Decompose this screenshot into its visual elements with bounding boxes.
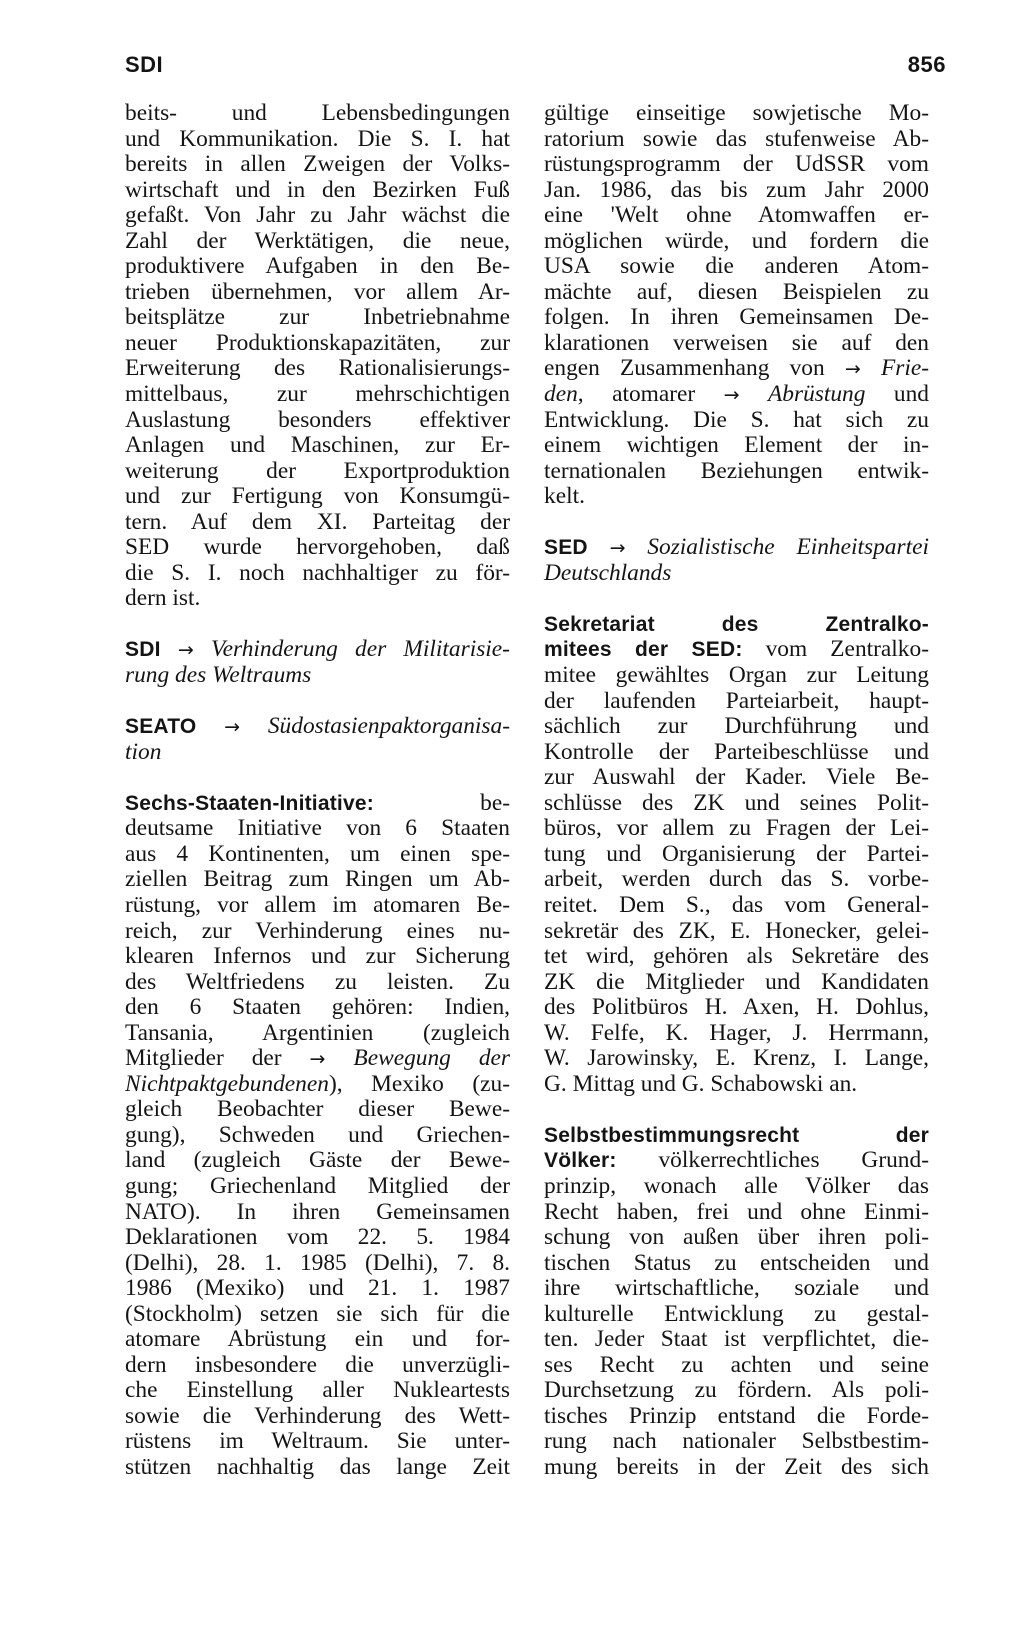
text-fragment: , atomarer (577, 381, 696, 408)
text-line: folgen. In ihren Gemeinsamen De- (544, 304, 929, 331)
text-line (125, 1046, 510, 1072)
text-line: ratorium sowie das stufenweise Ab- (544, 125, 929, 152)
left-column (125, 101, 510, 1481)
cross-reference: Südostasienpaktorganisa- (267, 713, 510, 740)
headword: mitees der SED: (544, 638, 743, 662)
text-line: 1986 (Mexiko) und 21. 1. 1987 (125, 1275, 510, 1302)
text-line: bereits in allen Zweigen der Volks- (125, 151, 510, 178)
text-fragment: und (893, 381, 929, 408)
entry-seato (125, 714, 510, 765)
cross-reference: Frie- (880, 355, 929, 382)
text-line: ten. Jeder Staat ist verpflichtet, die- (544, 1326, 929, 1353)
text-line: beits- und Lebensbedingungen (125, 100, 510, 126)
text-line: tern. Auf dem XI. Parteitag der (125, 508, 510, 535)
text-line: reitet. Dem S., das vom General- (544, 891, 929, 918)
cross-reference: den (544, 381, 578, 408)
text-line (125, 791, 510, 817)
text-line: des Weltfriedens zu leisten. Zu (125, 968, 510, 995)
text-line: W. Felfe, K. Hager, J. Herrmann, (544, 1019, 929, 1046)
cross-reference-arrow: → (723, 384, 740, 407)
entry-sekretariat (544, 612, 929, 1097)
entry-sechs-staaten-initiative (125, 791, 510, 1481)
text-line: Auslastung besonders effektiver (125, 406, 510, 433)
text-line: dern ist. (125, 585, 201, 612)
text-line: deutsame Initiative von 6 Staaten (125, 815, 510, 842)
text-line (125, 1072, 510, 1098)
text-line: mittelbaus, zur mehrschichtigen (125, 381, 510, 408)
cross-reference: Sozialistische Einheitspartei (647, 534, 929, 561)
text-line (544, 535, 929, 561)
text-line: tet wird, gehören als Sekretäre des (544, 943, 929, 970)
text-fragment: vom Zentralko- (765, 636, 929, 663)
text-line: Recht haben, frei und ohne Einmi- (544, 1198, 929, 1225)
text-line: produktivere Aufgaben in den Be- (125, 253, 510, 280)
text-fragment: engen Zusammenhang von (544, 355, 825, 382)
text-line: Tansania, Argentinien (zugleich (125, 1019, 510, 1046)
text-line: gültige einseitige sowjetische Mo- (544, 100, 929, 126)
text-line: land (zugleich Gäste der Bewe- (125, 1147, 510, 1174)
text-line (125, 714, 510, 740)
text-line (544, 382, 929, 408)
text-fragment: ), Mexiko (zu- (328, 1070, 510, 1097)
text-line (544, 1148, 929, 1174)
text-line: Erweiterung des Rationalisierungs- (125, 355, 510, 382)
text-line: rüstung, vor allem im atomaren Be- (125, 891, 510, 918)
text-line: ternationalen Beziehungen entwik- (544, 457, 929, 484)
cross-reference: Verhinderung der Militarisie- (210, 636, 510, 663)
text-line: schung von außen über ihren poli- (544, 1224, 929, 1251)
running-head-keyword: SDI (125, 52, 164, 77)
text-line (544, 637, 929, 663)
text-line: kulturelle Entwicklung zu gestal- (544, 1300, 929, 1327)
text-line: ziellen Beitrag zum Ringen um Ab- (125, 866, 510, 893)
text-line: Entwicklung. Die S. hat sich zu (544, 406, 929, 433)
entry-selbstbestimmungsrecht (544, 1123, 929, 1481)
text-line: reich, zur Verhinderung eines nu- (125, 917, 510, 944)
text-line: Anlagen und Maschinen, zur Er- (125, 432, 510, 459)
text-line: tischen Status zu entscheiden und (544, 1249, 929, 1276)
text-line: gleich Beobachter dieser Bewe- (125, 1096, 510, 1123)
entry-continuation (544, 101, 929, 510)
headword: Selbstbestimmungsrecht der (544, 1123, 929, 1147)
text-line: die S. I. noch nachhaltiger zu för- (125, 559, 510, 586)
headword: SDI (125, 638, 161, 662)
text-line: stützen nachhaltig das lange Zeit (125, 1453, 510, 1480)
text-line: W. Jarowinsky, E. Krenz, I. Lange, (544, 1045, 929, 1072)
text-line: ZK die Mitglieder und Kandidaten (544, 968, 929, 995)
headword: SED (544, 536, 588, 560)
text-fragment: völkerrechtliches Grund- (658, 1147, 929, 1174)
text-line: und Kommunikation. Die S. I. hat (125, 125, 510, 152)
text-line: tisches Prinzip entstand die Forde- (544, 1402, 929, 1429)
text-line: USA sowie die anderen Atom- (544, 253, 929, 280)
right-column (544, 101, 929, 1481)
entry-sdi (125, 637, 510, 688)
text-line: möglichen würde, und fordern die (544, 227, 929, 254)
text-line: sekretär des ZK, E. Honecker, gelei- (544, 917, 929, 944)
text-line: büros, vor allem zu Fragen der Lei- (544, 815, 929, 842)
entry-continuation (125, 101, 510, 612)
text-line: trieben übernehmen, vor allem Ar- (125, 278, 510, 305)
text-line: klearen Infernos und zur Sicherung (125, 943, 510, 970)
cross-reference: Deutschlands (544, 559, 672, 586)
text-line: gefaßt. Von Jahr zu Jahr wächst die (125, 202, 510, 229)
text-line: und zur Fertigung von Konsumgü- (125, 483, 510, 510)
text-line: (Delhi), 28. 1. 1985 (Delhi), 7. 8. (125, 1249, 510, 1276)
cross-reference-arrow: → (844, 358, 861, 381)
text-line: sächlich zur Durchführung und (544, 713, 929, 740)
text-line: sowie die Verhinderung des Wett- (125, 1402, 510, 1429)
text-line: den 6 Staaten gehören: Indien, (125, 994, 510, 1021)
text-line: atomare Abrüstung ein und for- (125, 1326, 510, 1353)
text-fragment: Mitglieder der (125, 1045, 282, 1072)
text-line: NATO). In ihren Gemeinsamen (125, 1198, 510, 1225)
headword: Völker: (544, 1149, 617, 1173)
cross-reference: Bewegung der (353, 1045, 510, 1072)
text-line: ihre wirtschaftliche, soziale und (544, 1275, 929, 1302)
text-line: schlüsse des ZK und seines Polit- (544, 789, 929, 816)
text-line: che Einstellung aller Nukleartests (125, 1377, 510, 1404)
cross-reference: Abrüstung (767, 381, 866, 408)
text-line: zur Auswahl der Kader. Viele Be- (544, 764, 929, 791)
text-line (544, 356, 929, 382)
page-number: 856 (907, 52, 946, 77)
text-line: gung), Schweden und Griechen- (125, 1121, 510, 1148)
text-line: Zahl der Werktätigen, die neue, (125, 227, 510, 254)
text-line: arbeit, werden durch das S. vorbe- (544, 866, 929, 893)
cross-reference: Nichtpaktgebundenen (125, 1070, 329, 1097)
text-line: mung bereits in der Zeit des sich (544, 1453, 929, 1480)
text-line: beitsplätze zur Inbetriebnahme (125, 304, 510, 331)
text-line: prinzip, wonach alle Völker das (544, 1172, 929, 1199)
text-line: Durchsetzung zu fördern. Als poli- (544, 1377, 929, 1404)
text-line: mächte auf, diesen Beispielen zu (544, 278, 929, 305)
cross-reference-arrow: → (609, 537, 626, 560)
text-line: tung und Organisierung der Partei- (544, 840, 929, 867)
text-fragment: be- (480, 789, 510, 816)
cross-reference-arrow: → (309, 1048, 326, 1071)
headword: Sechs-Staaten-Initiative: (125, 791, 374, 815)
text-line: mitee gewähltes Organ zur Leitung (544, 662, 929, 689)
text-line: dern insbesondere die unverzügli- (125, 1351, 510, 1378)
text-line: (Stockholm) setzen sie sich für die (125, 1300, 510, 1327)
entry-sed (544, 535, 929, 586)
text-line: Kontrolle der Parteibeschlüsse und (544, 738, 929, 765)
text-line: aus 4 Kontinenten, um einen spe- (125, 840, 510, 867)
text-line: G. Mittag und G. Schabowski an. (544, 1070, 858, 1097)
text-line: rüstungsprogramm der UdSSR vom (544, 151, 929, 178)
cross-reference-arrow: → (224, 716, 241, 739)
text-line (125, 637, 510, 663)
text-line: SED wurde hervorgehoben, daß (125, 534, 510, 561)
text-line: kelt. (544, 483, 585, 510)
text-line: eine 'Welt ohne Atomwaffen er- (544, 202, 929, 229)
cross-reference: rung des Weltraums (125, 662, 312, 689)
text-line: rung nach nationaler Selbstbestim- (544, 1428, 929, 1455)
text-line: einem wichtigen Element der in- (544, 432, 929, 459)
text-line: der laufenden Parteiarbeit, haupt- (544, 687, 929, 714)
text-line: gung; Griechenland Mitglied der (125, 1172, 510, 1199)
text-line: des Politbüros H. Axen, H. Dohlus, (544, 994, 929, 1021)
text-line: Deklarationen vom 22. 5. 1984 (125, 1224, 510, 1251)
text-line: ses Recht zu achten und seine (544, 1351, 929, 1378)
text-line: klarationen verweisen sie auf den (544, 329, 929, 356)
text-line: Jan. 1986, das bis zum Jahr 2000 (544, 176, 929, 203)
text-line: weiterung der Exportproduktion (125, 457, 510, 484)
text-line: rüstens im Weltraum. Sie unter- (125, 1428, 510, 1455)
text-line: neuer Produktionskapazitäten, zur (125, 329, 510, 356)
headword: SEATO (125, 715, 197, 739)
headword: Sekretariat des Zentralko- (544, 612, 929, 636)
cross-reference: tion (125, 738, 162, 765)
cross-reference-arrow: → (177, 639, 194, 662)
text-line: wirtschaft und in den Bezirken Fuß (125, 176, 510, 203)
